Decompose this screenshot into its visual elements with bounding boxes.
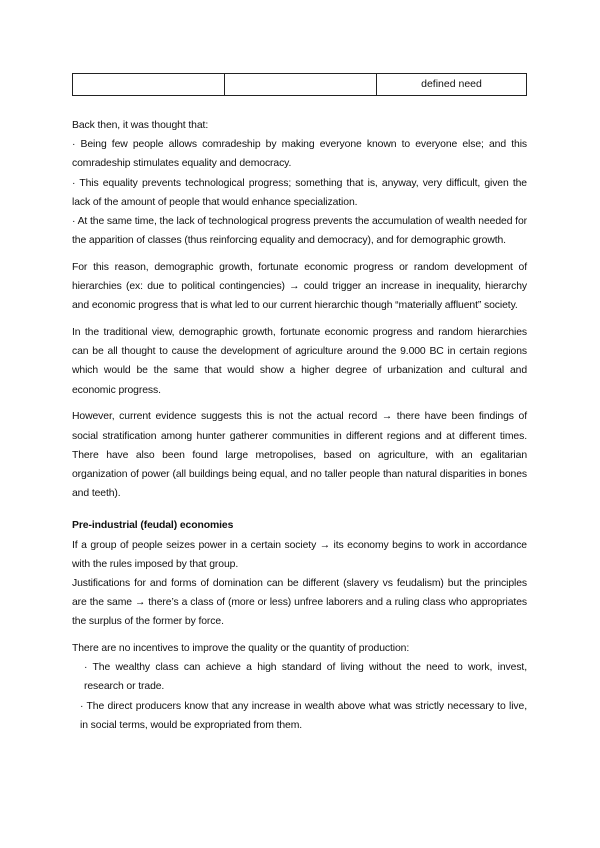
paragraph: However, current evidence suggests this is not the actual record → there have been findings of social stratification among hunter gatherer communities in different regions and at different times. There have also been found large metropolises, based on agriculture, with an egalitarian organization of power (all buildings being equal, and no taller people than natural disparities in bones and teeth).: [72, 411, 527, 500]
list-item: · The wealthy class can achieve a high standard of living without the need to work, invest, research or trade.: [84, 662, 527, 693]
list-item: · At the same time, the lack of technological progress prevents the accumulation of wealth needed for the apparition of classes (thus reinforcing equality and democracy), and for demographic growth.: [72, 216, 527, 247]
paragraph: Justifications for and forms of domination can be different (slavery vs feudalism) but the principles are the same → there’s a class of (more or less) unfree laborers and a ruling class who appropriates the surplus of the former by force.: [72, 577, 527, 628]
section-heading: Pre-industrial (feudal) economies: [72, 520, 234, 532]
table-row: [73, 74, 527, 96]
table-cell: [73, 74, 225, 96]
list-item: · Being few people allows comradeship by making everyone known to everyone else; and this comradeship stimulates equality and democracy.: [72, 139, 527, 170]
intro-text: Back then, it was thought that:: [72, 120, 209, 131]
list-item: · The direct producers know that any increase in wealth above what was strictly necessary to live, in social terms, would be expropriated from them.: [80, 700, 527, 731]
paragraph: If a group of people seizes power in a certain society → its economy begins to work in accordance with the rules imposed by that group.: [72, 539, 527, 570]
document-body: [72, 116, 527, 735]
table-cell: defined need: [377, 74, 527, 96]
paragraph: In the traditional view, demographic growth, fortunate economic progress and random hierarchies can be all thought to cause the development of agriculture around the 9.000 BC in certain regions which would be the same that would show a higher degree of urbanization and cultural and economic progress.: [72, 327, 527, 396]
top-table: [72, 73, 527, 96]
list-item: · This equality prevents technological progress; something that is, anyway, very difficult, given the lack of the amount of people that would enhance specialization.: [72, 177, 527, 208]
paragraph: There are no incentives to improve the quality or the quantity of production:: [72, 643, 410, 655]
table-cell: [225, 74, 377, 96]
paragraph: For this reason, demographic growth, fortunate economic progress or random development of hierarchies (ex: due to political contingencies) → could trigger an increase in inequality, hierarchy and economic progress that is what led to our current hierarchic though “materially affluent” society.: [72, 261, 527, 312]
